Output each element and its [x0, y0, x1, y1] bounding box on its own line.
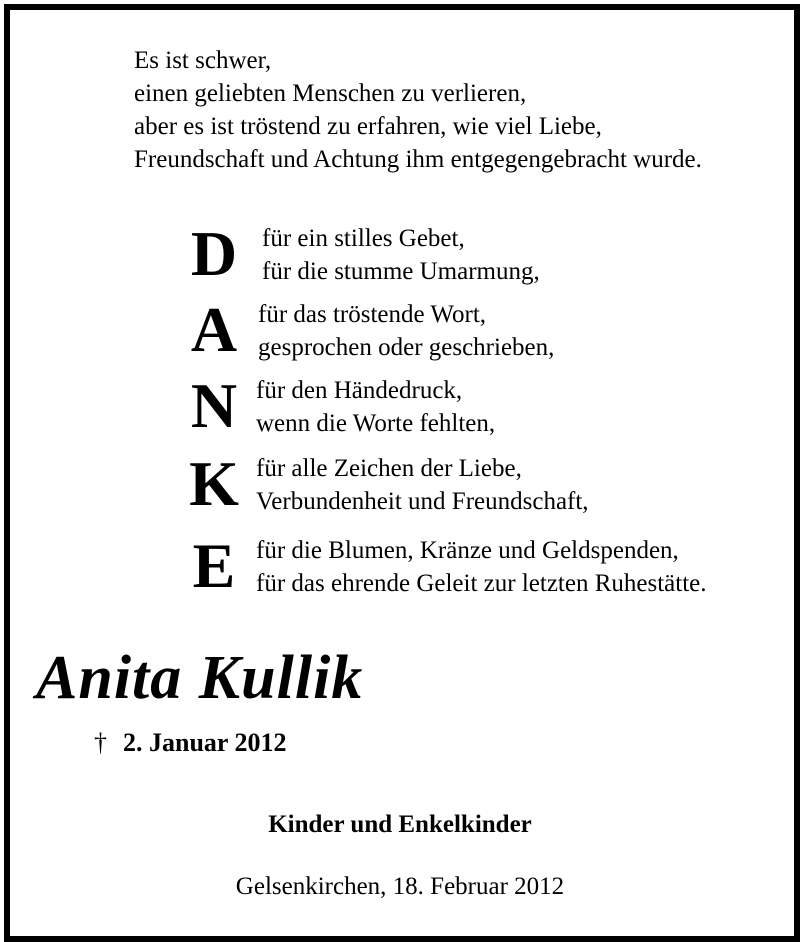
danke-line: für den Händedruck,	[256, 377, 463, 404]
intro-line: Freundschaft und Achtung ihm entgegengebracht wurde.	[134, 146, 702, 173]
cross-icon: †	[94, 728, 107, 757]
danke-letter-k: K	[189, 448, 239, 519]
intro-line: einen geliebten Menschen zu verlieren,	[134, 80, 527, 107]
danke-lines-a	[258, 298, 554, 364]
danke-line: für das ehrende Geleit zur letzten Ruhestätte.	[256, 570, 707, 597]
danke-line: für ein stilles Gebet,	[262, 225, 465, 252]
danke-lines-e	[256, 534, 707, 600]
danke-line: für die stumme Umarmung,	[262, 258, 540, 285]
danke-line: wenn die Worte fehlten,	[256, 410, 496, 437]
danke-line: für das tröstende Wort,	[258, 301, 487, 328]
danke-line: gesprochen oder geschrieben,	[258, 334, 555, 361]
danke-letter-a: A	[190, 294, 238, 365]
death-date-line	[94, 726, 287, 760]
intro-line: Es ist schwer,	[134, 47, 272, 74]
danke-line: Verbundenheit und Freundschaft,	[256, 488, 589, 515]
danke-line: für alle Zeichen der Liebe,	[256, 455, 522, 482]
place-and-date: Gelsenkirchen, 18. Februar 2012	[235, 873, 565, 900]
danke-lines-n	[256, 374, 495, 440]
danke-letter-n: N	[190, 370, 238, 441]
danke-letter-d: D	[190, 218, 238, 289]
danke-letter-e: E	[192, 530, 236, 601]
intro-line: aber es ist tröstend zu erfahren, wie viel Liebe,	[134, 113, 602, 140]
deceased-name: Anita Kullik	[36, 644, 364, 712]
danke-line: für die Blumen, Kränze und Geldspenden,	[256, 537, 679, 564]
danke-lines-k	[256, 452, 589, 518]
danke-lines-d	[262, 222, 540, 288]
intro-verse	[134, 44, 702, 176]
mourners-signature: Kinder und Enkelkinder	[268, 811, 532, 838]
death-date: 2. Januar 2012	[123, 728, 287, 757]
